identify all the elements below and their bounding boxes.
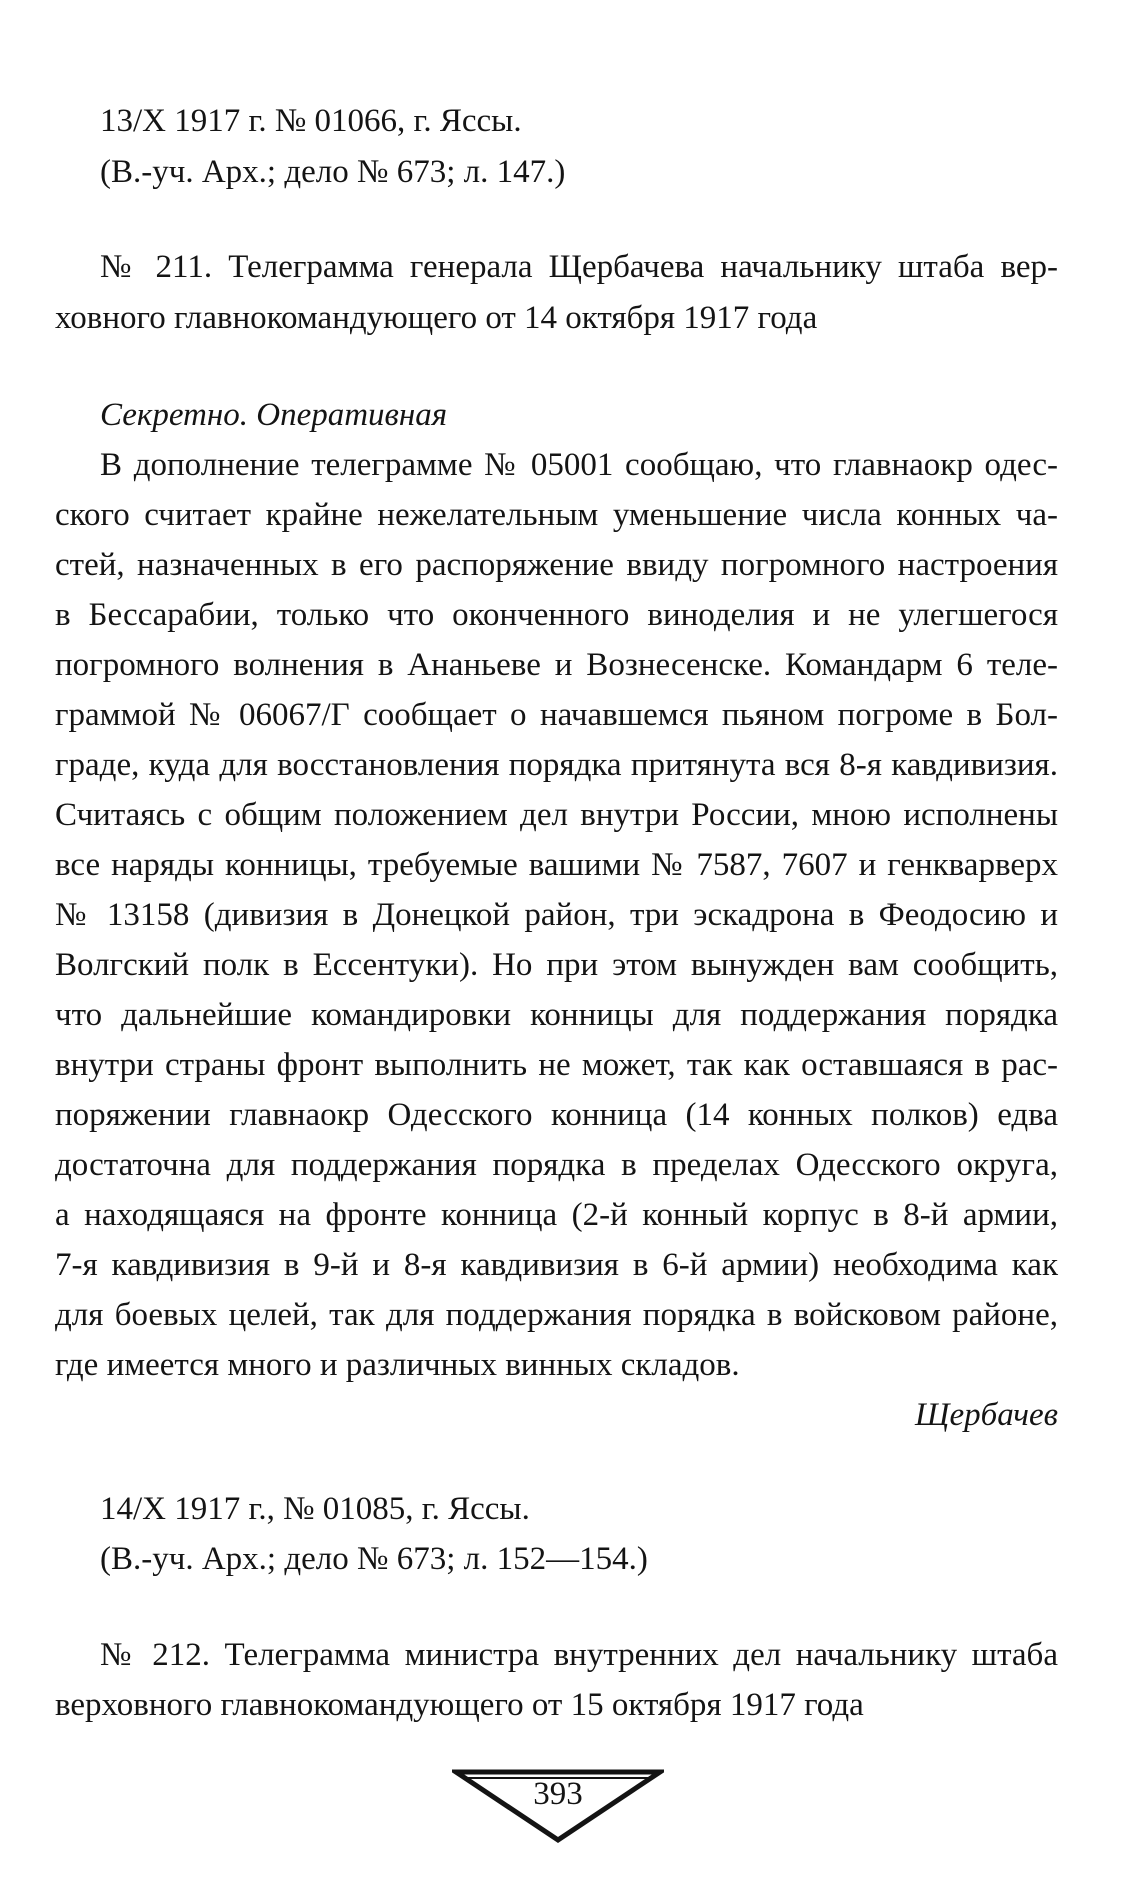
doc211-classification: Секретно. Оперативная [100,397,448,433]
doc211-body-line: для боевых целей, так для поддержания порядка в войсковом районе, [55,1297,1058,1333]
doc211-body-line: стей, назначенных в его распоряжение ввиду погромного настроения [55,547,1058,583]
doc211-body-line: погромного волнения в Ананьеве и Вознесенске. Командарм 6 теле- [55,647,1058,683]
doc211-date-place: 14/X 1917 г., № 01085, г. Яссы. [100,1491,530,1527]
doc211-heading-line-1: № 211. Телеграмма генерала Щербачева начальнику штаба вер- [100,249,1058,285]
doc211-signature: Щербачев [915,1397,1058,1433]
doc211-body-line: достаточна для поддержания порядка в пределах Одесского округа, [55,1147,1058,1183]
header-date-place: 13/X 1917 г. № 01066, г. Яссы. [100,103,522,139]
doc211-body-line: граде, куда для восстановления порядка притянута вся 8-я кавдивизия. [55,747,1058,783]
doc211-heading-line-2: ховного главнокомандующего от 14 октября 1917 года [55,300,818,336]
doc211-body-line: в Бессарабии, только что оконченного виноделия и не улегшегося [55,597,1058,633]
doc211-body-line: № 13158 (дивизия в Донецкой район, три эскадрона в Феодосию и [55,897,1058,933]
doc211-body-line: все наряды конницы, требуемые вашими № 7587, 7607 и генкварверх [55,847,1058,883]
doc211-body-line: В дополнение телеграмме № 05001 сообщаю, что главнаокр одес- [100,447,1058,483]
doc211-body-line: где имеется много и различных винных складов. [55,1347,740,1383]
doc212-heading-line-2: верховного главнокомандующего от 15 октября 1917 года [55,1687,864,1723]
doc211-body-line: что дальнейшие командировки конницы для поддержания порядка [55,997,1058,1033]
doc211-body-line: поряжении главнаокр Одесского конница (14 конных полков) едва [55,1097,1058,1133]
page-number: 393 [533,1776,583,1812]
doc211-body-line: граммой № 06067/Г сообщает о начавшемся пьяном погроме в Бол- [55,697,1058,733]
page-number-ornament [452,1768,664,1848]
doc211-body-line: 7-я кавдивизия в 9-й и 8-я кавдивизия в 6-й армии) необходима как [55,1247,1058,1283]
doc212-heading-line-1: № 212. Телеграмма министра внутренних дел начальнику штаба [100,1637,1058,1673]
doc211-archive-ref: (В.-уч. Арх.; дело № 673; л. 152—154.) [100,1541,648,1577]
doc211-body-line: ского считает крайне нежелательным уменьшение числа конных ча- [55,497,1058,533]
doc211-body-line: внутри страны фронт выполнить не может, так как оставшаяся в рас- [55,1047,1058,1083]
doc211-body-line: Считаясь с общим положением дел внутри России, мною исполнены [55,797,1058,833]
doc211-body-line: Волгский полк в Ессентуки). Но при этом вынужден вам сообщить, [55,947,1058,983]
doc211-body-line: а находящаяся на фронте конница (2-й конный корпус в 8-й армии, [55,1197,1058,1233]
header-archive-ref: (В.-уч. Арх.; дело № 673; л. 147.) [100,154,566,190]
